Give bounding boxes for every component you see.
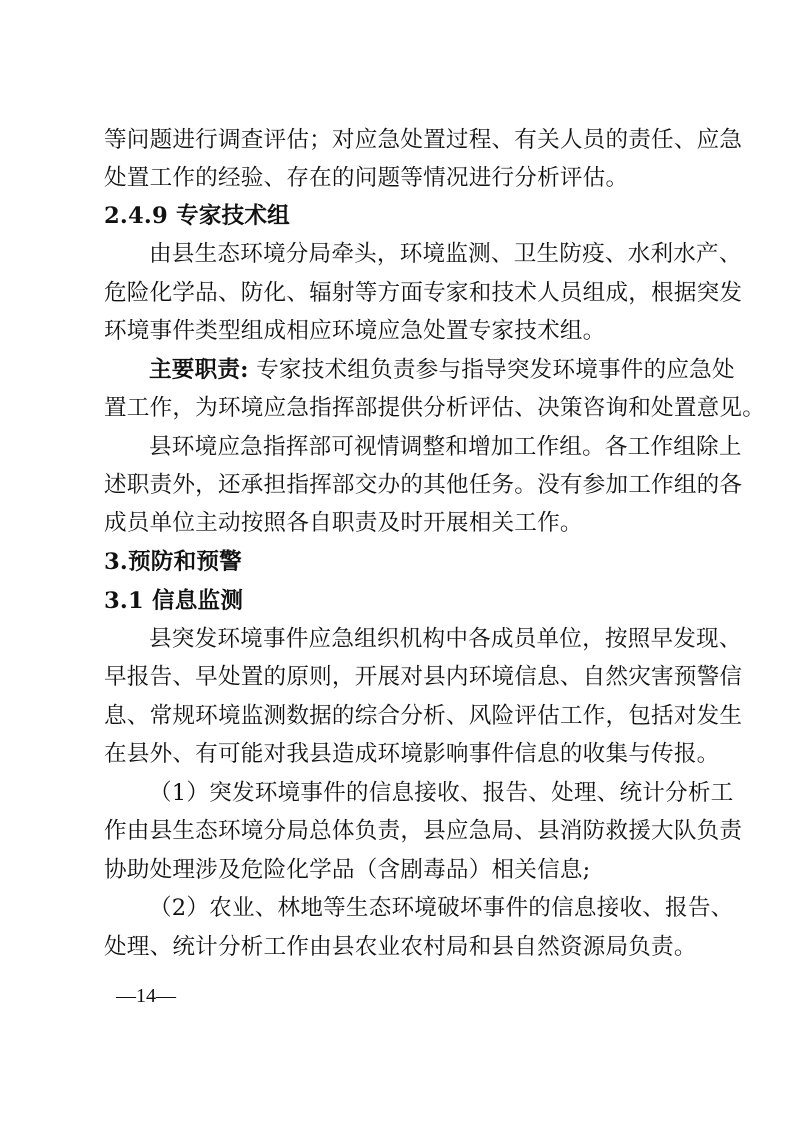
duties-text: 专家技术组负责参与指导突发环境事件的应急处	[248, 357, 735, 383]
section-2-4-9-heading: 2.4.9 专家技术组	[104, 203, 290, 229]
expert-group-para-line-3: 环境事件类型组成相应环境应急处置专家技术组。	[104, 318, 606, 344]
duties-line-1	[149, 355, 735, 385]
intro-line-1: 等问题进行调查评估；对应急处置过程、有关人员的责任、应急	[104, 127, 743, 153]
monitoring-para-line-1: 县突发环境事件应急组织机构中各成员单位，按照早发现、	[149, 626, 742, 652]
section-3-1-heading: 3.1 信息监测	[104, 588, 244, 614]
item-1-line-2: 作由县生态环境分局总体负责，县应急局、县消防救援大队负责	[104, 818, 743, 844]
expert-group-para-line-2: 危险化学品、防化、辐射等方面专家和技术人员组成，根据突发	[104, 280, 743, 306]
item-1-line-3: 协助处理涉及危险化学品（含剧毒品）相关信息;	[104, 857, 591, 883]
duties-label: 主要职责:	[149, 357, 249, 383]
monitoring-para-line-4: 在县外、有可能对我县造成环境影响事件信息的收集与传报。	[104, 741, 720, 767]
workgroup-para-line-1: 县环境应急指挥部可视情调整和增加工作组。各工作组除上	[149, 434, 742, 460]
workgroup-para-line-3: 成员单位主动按照各自职责及时开展相关工作。	[104, 510, 583, 536]
intro-line-2: 处置工作的经验、存在的问题等情况进行分析评估。	[104, 165, 629, 191]
section-3-heading: 3.预防和预警	[104, 549, 242, 575]
expert-group-para-line-1: 由县生态环境分局牵头，环境监测、卫生防疫、水利水产、	[149, 241, 742, 267]
item-1-line-1: （1）突发环境事件的信息接收、报告、处理、统计分析工	[149, 780, 734, 806]
page-number: —14—	[116, 985, 176, 1007]
duties-line-2: 置工作，为环境应急指挥部提供分析评估、决策咨询和处置意见。	[104, 395, 766, 421]
monitoring-para-line-3: 息、常规环境监测数据的综合分析、风险评估工作，包括对发生	[104, 703, 743, 729]
item-2-line-2: 处理、统计分析工作由县农业农村局和县自然资源局负责。	[104, 934, 697, 960]
workgroup-para-line-2: 述职责外，还承担指挥部交办的其他任务。没有参加工作组的各	[104, 472, 743, 498]
item-2-line-1: （2）农业、林地等生态环境破坏事件的信息接收、报告、	[149, 895, 734, 921]
monitoring-para-line-2: 早报告、早处置的原则，开展对县内环境信息、自然灾害预警信	[104, 664, 743, 690]
